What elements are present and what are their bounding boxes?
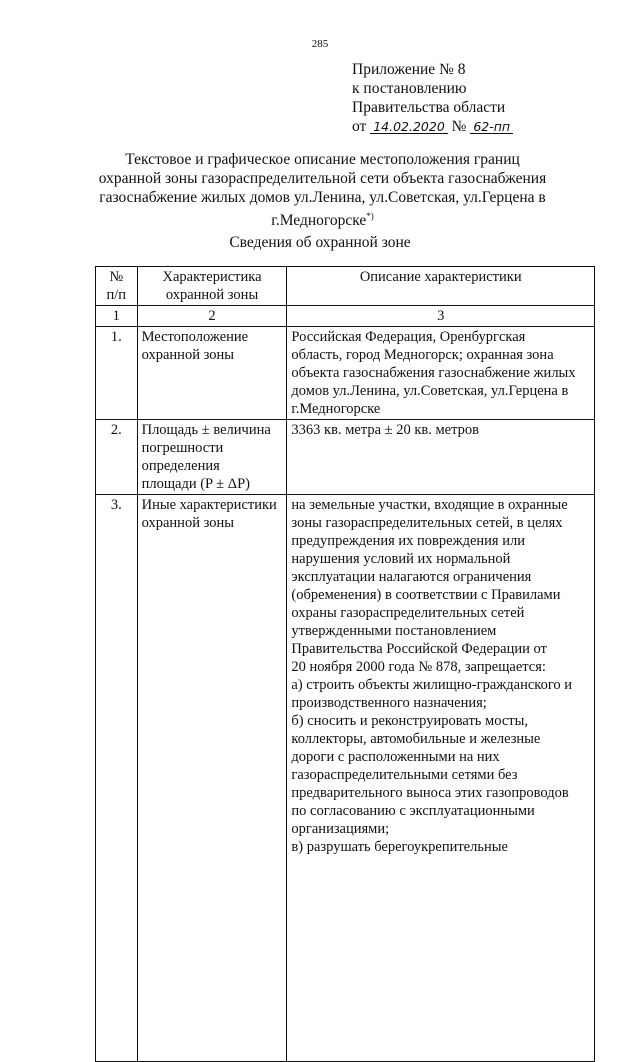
table-header-row [96, 267, 595, 306]
table-row [96, 420, 595, 495]
row-number: 2. [96, 420, 138, 495]
title-line: Текстовое и графическое описание местоположения границ [125, 151, 520, 168]
row-description: 3363 кв. метра ± 20 кв. метров [287, 420, 595, 495]
numbering-cell: 2 [137, 306, 287, 327]
numbering-cell: 1 [96, 306, 138, 327]
handwritten-date: 14.02.2020 [370, 120, 448, 134]
page-number: 285 [311, 38, 329, 50]
appendix-line-1: Приложение № 8 [352, 61, 466, 78]
appendix-line-3: Правительства области [352, 99, 506, 116]
date-prefix: от [352, 118, 367, 135]
title-line: охранной зоны газораспределительной сети объекта газоснабжения [98, 170, 547, 187]
appendix-date-line [352, 117, 513, 136]
handwritten-number: 62-пп [470, 120, 513, 134]
title-line: газоснабжение жилых домов ул.Ленина, ул.Советская, ул.Герцена в [99, 189, 546, 206]
header-characteristic: Характеристика охранной зоны [137, 267, 287, 306]
row-description: Российская Федерация, Оренбургская область, город Медногорск; охранная зона объекта газоснабжения газоснабжение жилых домов ул.Ленина, ул.Советская, ул.Герцена в г.Медногорске [287, 327, 595, 420]
row-characteristic: Площадь ± величина погрешности определения площади (P ± ΔP) [137, 420, 287, 495]
row-number: 1. [96, 327, 138, 420]
section-subtitle: Сведения об охранной зоне [229, 234, 411, 251]
header-description: Описание характеристики [287, 267, 595, 306]
protection-zone-table [95, 266, 595, 1062]
appendix-line-2: к постановлению [352, 80, 467, 97]
table-numbering-row [96, 306, 595, 327]
row-characteristic: Местоположение охранной зоны [137, 327, 287, 420]
title-line: г.Медногорске*) [271, 211, 374, 229]
footnote-mark: *) [366, 211, 374, 221]
table-row [96, 327, 595, 420]
row-characteristic: Иные характеристики охранной зоны [137, 495, 287, 1062]
number-prefix: № [451, 118, 467, 135]
row-number: 3. [96, 495, 138, 1062]
row-description: на земельные участки, входящие в охранные зоны газораспределительных сетей, в целях предупреждения их повреждения или нарушения условий их нормальной эксплуатации налагаются ограничения (обременения) в соответствии с Правилами охраны газораспределительных сетей утвержденными постановлением Правительства Российской Федерации от 20 ноября 2000 года № 878, запрещается: а) строить объекты жилищно-гражданского и производственного назначения; б) сносить и реконструировать мосты, коллекторы, автомобильные и железные дороги с расположенными на них газораспределительными сетями без предварительного выноса этих газопроводов по согласованию с эксплуатационными организациями; в) разрушать берегоукрепительные [287, 495, 595, 1062]
table-row [96, 495, 595, 1062]
numbering-cell: 3 [287, 306, 595, 327]
header-number: № п/п [96, 267, 138, 306]
document-title [95, 150, 550, 230]
